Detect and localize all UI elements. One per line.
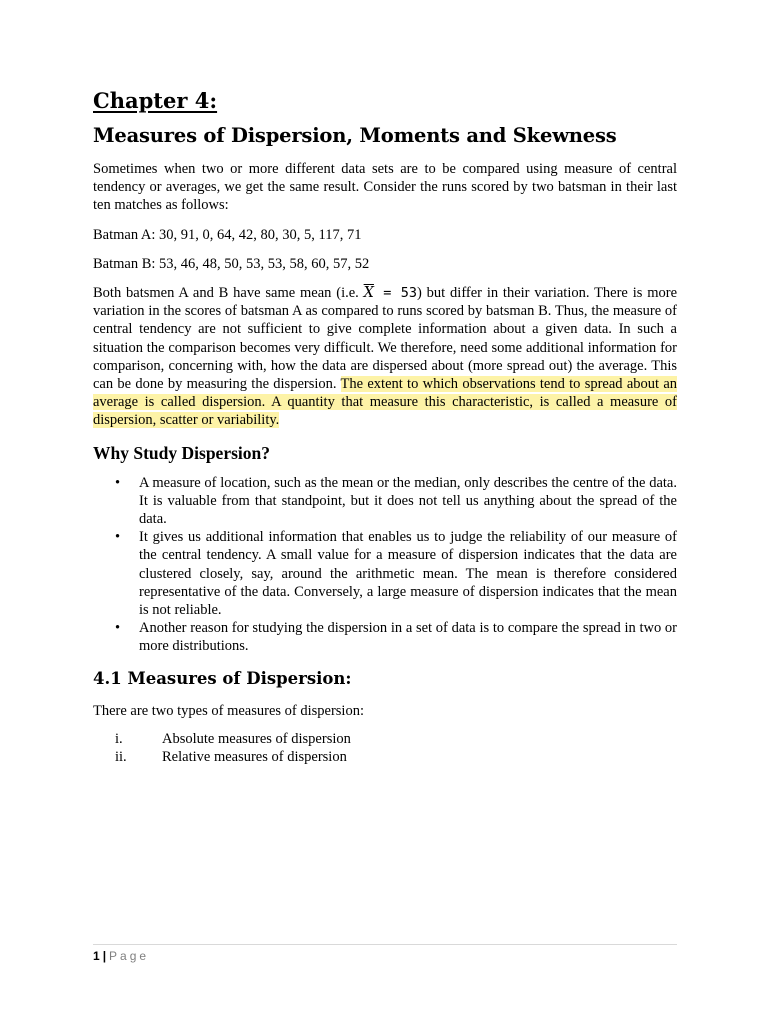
x-bar-symbol: $\overline{X}$	[363, 285, 374, 302]
types-list	[93, 730, 677, 766]
list-item	[93, 619, 677, 655]
chapter-heading: Chapter 4:	[93, 88, 218, 113]
mean-formula	[364, 285, 417, 301]
bullet-icon: •	[115, 529, 121, 546]
list-item-text: A measure of location, such as the mean or the median, only describes the centre of the data. It is valuable from that standpoint, but it does not tell us anything about the spread of the data.	[139, 474, 677, 528]
page-label: Page	[109, 949, 150, 963]
section-heading: 4.1 Measures of Dispersion:	[93, 668, 352, 688]
batman-b-scores: Batman B: 53, 46, 48, 50, 53, 53, 58, 60, 57, 52	[93, 255, 370, 272]
paragraph-text-start: Both batsmen A and B have same mean (i.e.	[93, 285, 364, 302]
list-item-text: It gives us additional information that enables us to judge the reliability of our measure of the central tendency. A small value for a measure of dispersion indicates that the data are clustered closely, say, around the arithmetic mean. The mean is therefore considered representative of the data. Conversely, a large measure of dispersion indicates that the mean is not reliable.	[139, 529, 677, 619]
roman-numeral: i.	[115, 730, 123, 747]
reasons-list	[93, 474, 677, 656]
list-item	[93, 528, 677, 619]
list-item-text: Relative measures of dispersion	[162, 749, 347, 766]
list-item	[93, 748, 677, 766]
paragraph-text-middle: ) but differ in their variation. There is more variation in the scores of batsman A as compared to runs scored by batsman B. Thus, the measure of central tendency are not sufficient to give complete information about a given data. In such a situation the comparison becomes very difficult. We therefore, need some additional information for comparison, concerning with, how the data are dispersed about (more spread out) the average. This can be done by measuring the dispersion.	[93, 285, 678, 393]
list-item-text: Absolute measures of dispersion	[162, 730, 351, 747]
document-title: Measures of Dispersion, Moments and Skewness	[93, 124, 617, 147]
types-intro: There are two types of measures of dispersion:	[93, 702, 364, 719]
page-footer	[93, 948, 149, 964]
document-page	[93, 86, 677, 766]
footer-divider	[93, 944, 677, 945]
list-item	[93, 730, 677, 748]
list-item	[93, 474, 677, 529]
page-number: 1	[93, 949, 100, 963]
formula-value: = 53	[373, 285, 418, 302]
highlighted-definition: The extent to which observations tend to spread about an average is called dispersion. A quantity that measure this characteristic, is called a measure of dispersion, scatter or variability.	[93, 376, 678, 429]
batman-a-scores: Batman A: 30, 91, 0, 64, 42, 80, 30, 5, 117, 71	[93, 226, 362, 243]
intro-paragraph: Sometimes when two or more different data sets are to be compared using measure of central tendency or averages, we get the same result. Consider the runs scored by two batsman in their last ten matches as follows:	[93, 161, 677, 214]
roman-numeral: ii.	[115, 749, 127, 766]
bullet-icon: •	[115, 620, 121, 637]
bullet-icon: •	[115, 474, 121, 491]
list-item-text: Another reason for studying the dispersion in a set of data is to compare the spread in two or more distributions.	[139, 620, 677, 655]
footer-separator: |	[102, 949, 107, 963]
dispersion-paragraph	[93, 284, 677, 430]
why-study-heading: Why Study Dispersion?	[93, 442, 270, 463]
